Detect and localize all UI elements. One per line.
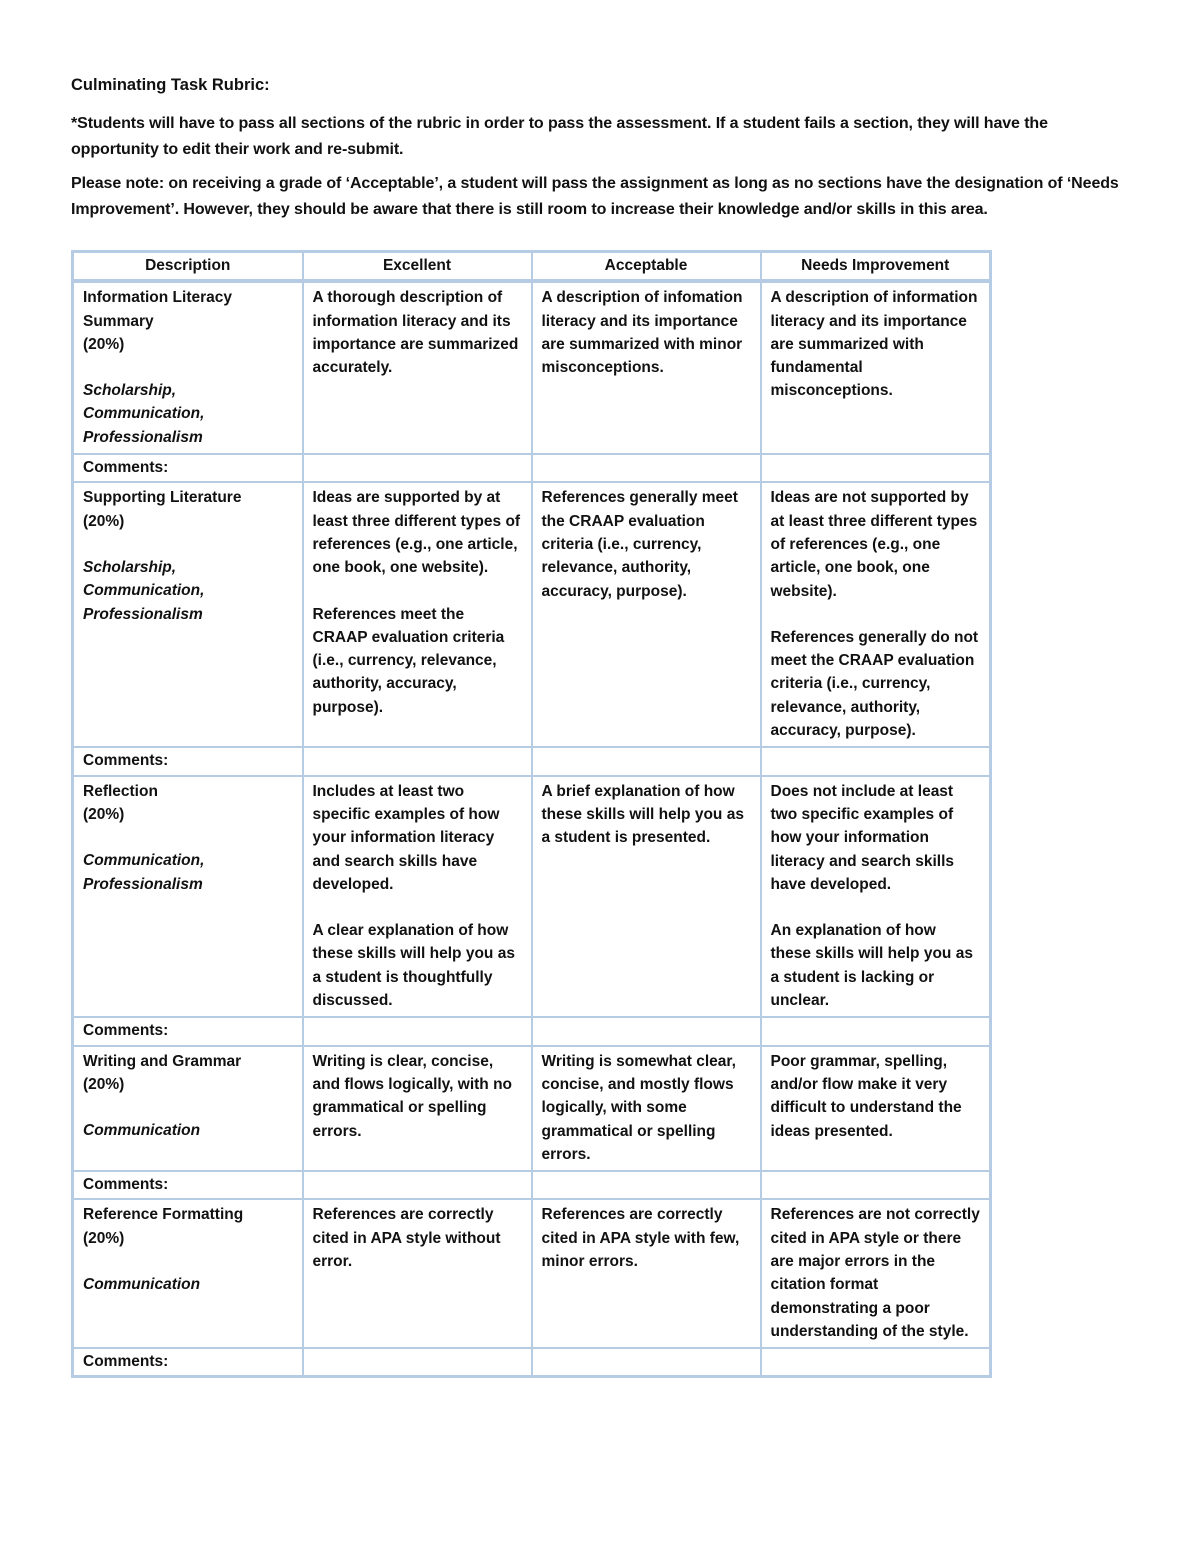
comments-field-needs-improvement[interactable] (761, 1017, 991, 1045)
comments-label: Comments: (73, 1017, 303, 1045)
excellent-cell (303, 1046, 532, 1171)
criterion-description-cell (73, 281, 303, 454)
criterion-text: Includes at least two specific examples of how your information literacy and search skills have developed. (312, 782, 500, 893)
rubric-header-row (73, 252, 991, 282)
rubric-body (73, 281, 991, 1377)
document-title: Culminating Task Rubric: (71, 76, 270, 94)
criterion-text: An explanation of how these skills will help you as a student is lacking or unclear. (770, 922, 973, 1010)
criterion-weight: (20%) (83, 1075, 125, 1093)
criterion-name: Writing and Grammar (83, 1052, 242, 1070)
header-description: Description (73, 252, 303, 282)
acceptable-note-paragraph: Please note: on receiving a grade of ‘Acceptable’, a student will pass the assignment as long as no sections have the designation of ‘Needs Improvement’. However, they should be aware that there is still room to increase their knowledge and/or skills in this area. (71, 175, 1119, 218)
comments-field-acceptable[interactable] (532, 1171, 761, 1199)
criterion-description-cell (73, 776, 303, 1018)
excellent-cell (303, 482, 532, 747)
criterion-weight: (20%) (83, 1229, 125, 1247)
spacer (83, 533, 293, 556)
criterion-text: A clear explanation of how these skills will help you as a student is thoughtfully discussed. (312, 922, 515, 1010)
comments-field-needs-improvement[interactable] (761, 1171, 991, 1199)
comments-field-excellent[interactable] (303, 1348, 532, 1377)
spacer (83, 1250, 293, 1273)
needs-improvement-cell (761, 1199, 991, 1348)
criterion-name: Reference Formatting (83, 1206, 244, 1224)
excellent-cell (303, 281, 532, 454)
needs-improvement-cell (761, 281, 991, 454)
comments-row (73, 1171, 991, 1199)
comments-row (73, 747, 991, 775)
excellent-cell (303, 776, 532, 1018)
rubric-row (73, 1199, 991, 1348)
rubric-row (73, 776, 991, 1018)
comments-label: Comments: (73, 454, 303, 482)
comments-field-excellent[interactable] (303, 747, 532, 775)
criterion-description-cell (73, 1199, 303, 1348)
criterion-description-cell (73, 482, 303, 747)
comments-field-needs-improvement[interactable] (761, 747, 991, 775)
comments-field-acceptable[interactable] (532, 747, 761, 775)
comments-label: Comments: (73, 1171, 303, 1199)
rubric-row (73, 281, 991, 454)
rubric-table (71, 250, 992, 1378)
criterion-skills: Communication (83, 1275, 201, 1293)
criterion-text: A description of infomation literacy and its importance are summarized with minor misconceptions. (541, 289, 743, 377)
rubric-row (73, 482, 991, 747)
comments-row (73, 1348, 991, 1377)
criterion-text: A thorough description of information literacy and its importance are summarized accurately. (312, 289, 519, 377)
document-body (71, 74, 1131, 237)
spacer (83, 356, 293, 379)
comments-field-acceptable[interactable] (532, 1348, 761, 1377)
comments-field-excellent[interactable] (303, 1017, 532, 1045)
criterion-text: A description of information literacy and its importance are summarized with fundamental misconceptions. (770, 289, 978, 400)
spacer (83, 1096, 293, 1119)
header-needs-improvement: Needs Improvement (761, 252, 991, 282)
criterion-text: Writing is clear, concise, and flows logically, with no grammatical or spelling errors. (312, 1052, 513, 1140)
criterion-text: A brief explanation of how these skills will help you as a student is presented. (541, 782, 744, 847)
criterion-weight: (20%) (83, 805, 125, 823)
criterion-weight: (20%) (83, 335, 125, 353)
criterion-name: Information Literacy Summary (83, 289, 232, 330)
needs-improvement-cell (761, 776, 991, 1018)
criterion-text: Does not include at least two specific examples of how your information literacy and search skills have developed. (770, 782, 955, 893)
excellent-cell (303, 1199, 532, 1348)
comments-row (73, 1017, 991, 1045)
criterion-text: Writing is somewhat clear, concise, and mostly flows logically, with some grammatical or spelling errors. (541, 1052, 736, 1163)
comments-field-needs-improvement[interactable] (761, 1348, 991, 1377)
header-excellent: Excellent (303, 252, 532, 282)
criterion-text: References generally do not meet the CRAAP evaluation criteria (i.e., currency, relevance, authority, accuracy, purpose). (770, 628, 979, 740)
criterion-text: Ideas are not supported by at least three different types of references (e.g., one article, one book, one website). (770, 489, 978, 600)
needs-improvement-cell (761, 1046, 991, 1171)
criterion-text: References meet the CRAAP evaluation criteria (i.e., currency, relevance, authority, accuracy, purpose). (312, 605, 505, 716)
criterion-text: Ideas are supported by at least three different types of references (e.g., one article, one book, one website). (312, 489, 521, 577)
acceptable-cell (532, 1199, 761, 1348)
acceptable-cell (532, 776, 761, 1018)
criterion-text: References generally meet the CRAAP evaluation criteria (i.e., currency, relevance, authority, accuracy, purpose). (541, 489, 738, 600)
spacer (83, 826, 293, 849)
acceptable-cell (532, 281, 761, 454)
comments-field-needs-improvement[interactable] (761, 454, 991, 482)
needs-improvement-cell (761, 482, 991, 747)
criterion-text: Poor grammar, spelling, and/or flow make it very difficult to understand the ideas presented. (770, 1052, 962, 1140)
criterion-description-cell (73, 1046, 303, 1171)
comments-field-excellent[interactable] (303, 454, 532, 482)
criterion-skills: Scholarship, Communication, Professionalism (83, 382, 205, 446)
criterion-name: Supporting Literature (83, 489, 242, 507)
comments-field-excellent[interactable] (303, 1171, 532, 1199)
comments-label: Comments: (73, 747, 303, 775)
acceptable-cell (532, 482, 761, 747)
criterion-skills: Communication (83, 1122, 201, 1140)
criterion-skills: Scholarship, Communication, Professionalism (83, 558, 205, 623)
rubric-row (73, 1046, 991, 1171)
criterion-name: Reflection (83, 782, 158, 800)
comments-label: Comments: (73, 1348, 303, 1377)
criterion-text: References are correctly cited in APA style without error. (312, 1206, 501, 1270)
comments-field-acceptable[interactable] (532, 454, 761, 482)
criterion-text: References are not correctly cited in APA style or there are major errors in the citation format demonstrating a poor understanding of the style. (770, 1206, 980, 1340)
acceptable-cell (532, 1046, 761, 1171)
comments-row (73, 454, 991, 482)
criterion-weight: (20%) (83, 512, 125, 530)
criterion-text: References are correctly cited in APA style with few, minor errors. (541, 1206, 740, 1270)
comments-field-acceptable[interactable] (532, 1017, 761, 1045)
header-acceptable: Acceptable (532, 252, 761, 282)
pass-requirement-paragraph: *Students will have to pass all sections of the rubric in order to pass the assessment. If a student fails a section, they will have the opportunity to edit their work and re-submit. (71, 115, 1048, 158)
criterion-skills: Communication, Professionalism (83, 852, 205, 893)
